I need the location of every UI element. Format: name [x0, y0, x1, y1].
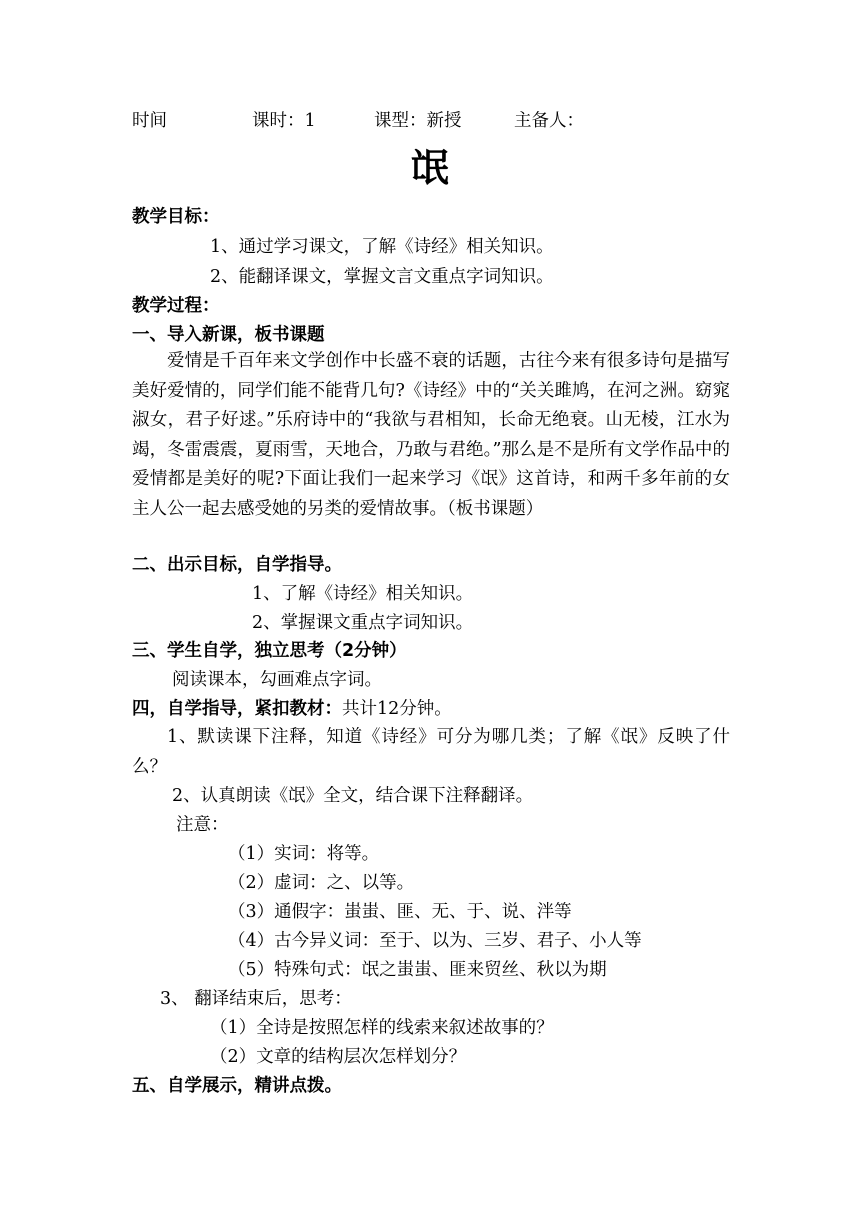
note-item: （2）虚词：之、以等。 — [228, 873, 415, 893]
note-item: （3）通假字：蚩蚩、匪、无、于、说、泮等 — [228, 902, 572, 922]
preparer: 主备人： — [514, 111, 584, 131]
section4-heading: 四，自学指导，紧扣教材： — [132, 699, 342, 719]
section1-heading: 一、导入新课，板书课题 — [132, 325, 325, 345]
section2-heading: 二、出示目标，自学指导。 — [132, 555, 342, 575]
note-label: 注意： — [176, 815, 229, 835]
lesson-meta-line — [132, 106, 167, 136]
note-item: （1）实词：将等。 — [228, 844, 380, 864]
goals-heading: 教学目标： — [132, 207, 220, 227]
class-hours: 课时：1 — [252, 111, 316, 131]
time-label: 时间 — [132, 111, 167, 131]
question-item: （2）文章的结构层次怎样划分？ — [210, 1047, 467, 1067]
section4-item2: 2、认真朗读《氓》全文，结合课下注释翻译。 — [172, 786, 534, 806]
section5-heading: 五、自学展示，精讲点拨。 — [132, 1076, 342, 1096]
page-title: 氓 — [410, 146, 449, 190]
section4-item1: 1、默读课下注释，知道《诗经》可分为哪几类；了解《氓》反映了什么？ — [132, 727, 730, 777]
note-item: （4）古今异义词：至于、以为、三岁、君子、小人等 — [228, 931, 642, 951]
section1-paragraph: 爱情是千百年来文学创作中长盛不衰的话题，古往今来有很多诗句是描写美好爱情的，同学们能不能背几句?《诗经》中的“关关雎鸠，在河之洲。窈窕淑女，君子好逑。”乐府诗中的“我欲与君相知，长命无绝衰。山无棱，江水为竭，冬雷震震，夏雨雪，天地合，乃敢与君绝。”那么是不是所有文学作品中的爱情都是美好的呢?下面让我们一起来学习《氓》这首诗，和两千多年前的女主人公一起去感受她的另类的爱情故事。（板书课题） — [132, 351, 730, 519]
section3-text: 阅读课本，勾画难点字词。 — [172, 670, 382, 690]
section4-heading-suffix: 共计12分钟。 — [342, 699, 452, 719]
lesson-type: 课型：新授 — [374, 111, 462, 131]
goal-item: 1、通过学习课文，了解《诗经》相关知识。 — [210, 237, 554, 257]
note-item: （5）特殊句式：氓之蚩蚩、匪来贸丝、秋以为期 — [228, 960, 607, 980]
section2-item: 1、了解《诗经》相关知识。 — [252, 584, 474, 604]
goal-item: 2、能翻译课文，掌握文言文重点字词知识。 — [210, 267, 554, 287]
section2-item: 2、掌握课文重点字词知识。 — [252, 613, 474, 633]
process-heading: 教学过程： — [132, 296, 220, 316]
section4-item3: 3、 翻译结束后，思考： — [160, 989, 352, 1009]
section4-heading-line — [132, 694, 452, 724]
section3-heading: 三、学生自学，独立思考（2分钟） — [132, 641, 407, 661]
question-item: （1）全诗是按照怎样的线索来叙述故事的？ — [210, 1018, 554, 1038]
